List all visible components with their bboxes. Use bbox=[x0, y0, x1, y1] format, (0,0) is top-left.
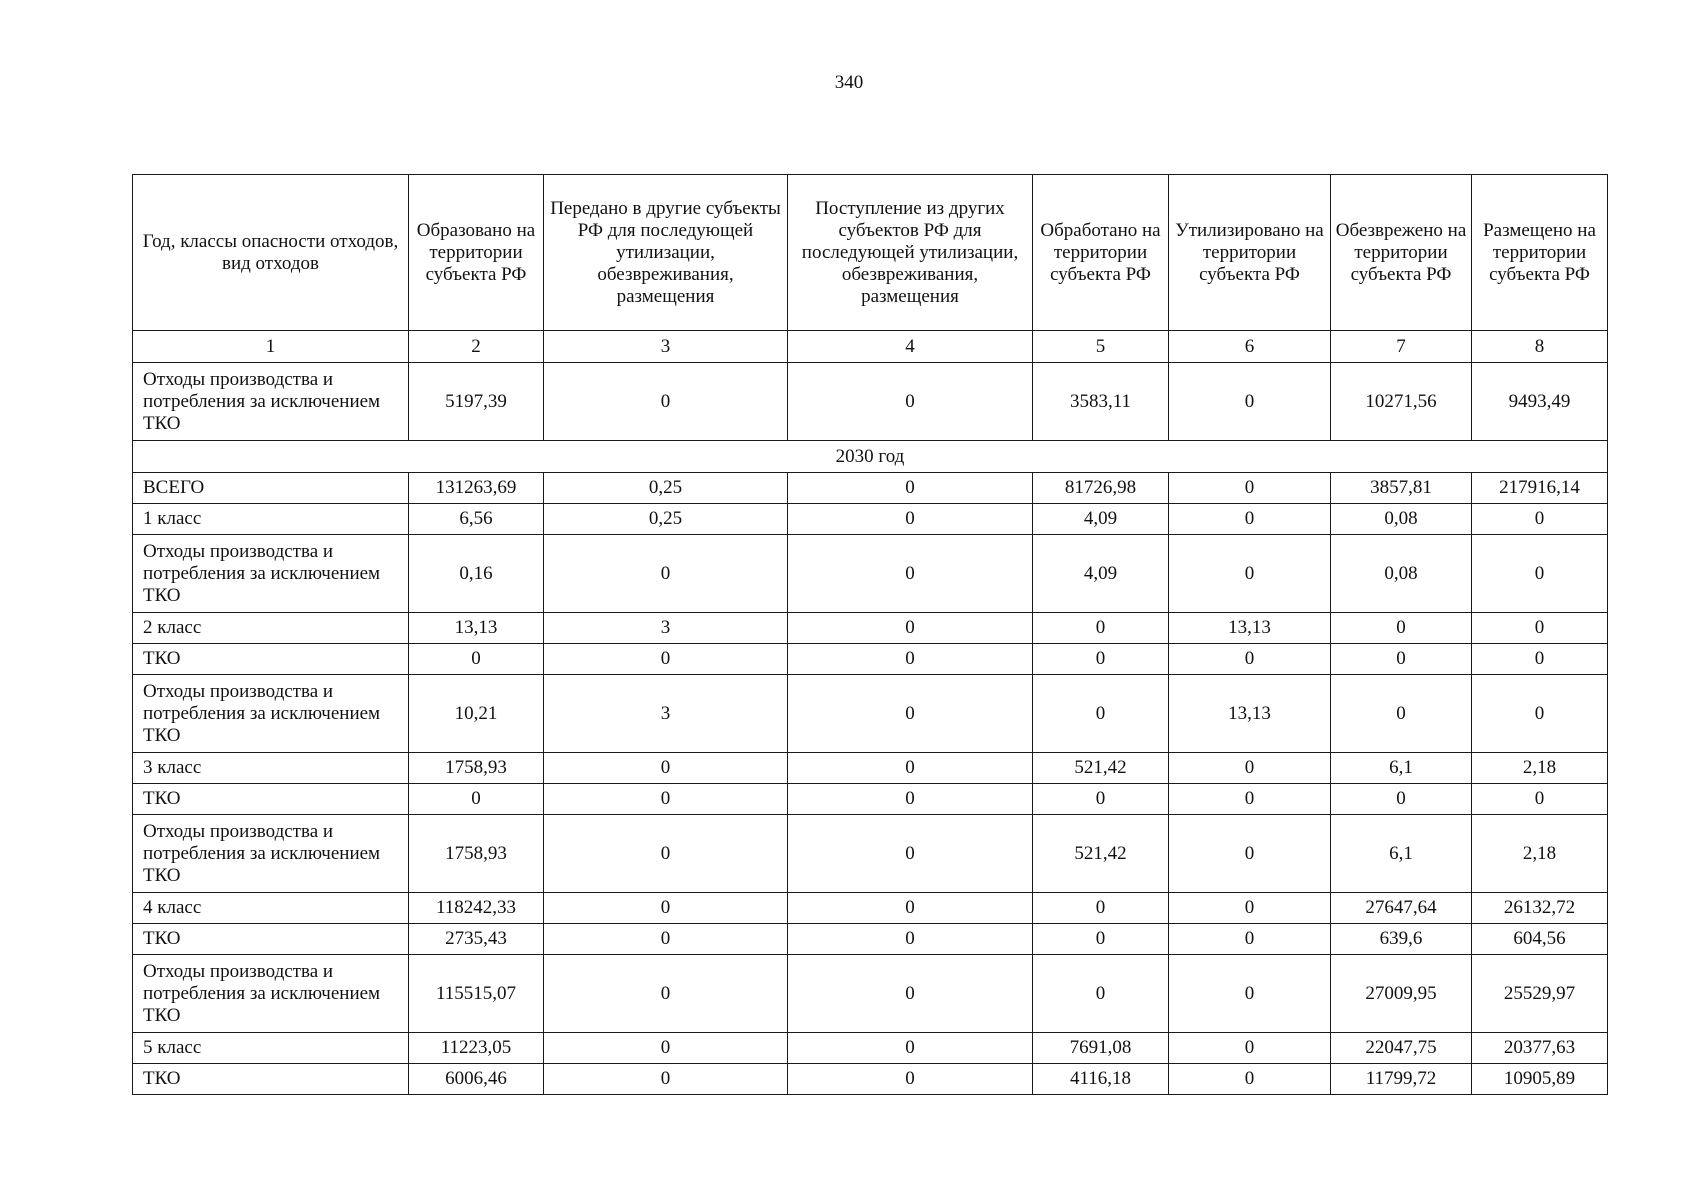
cell-value: 0 bbox=[1169, 924, 1331, 955]
table-row bbox=[133, 613, 1608, 644]
cell-value: 0 bbox=[1033, 924, 1169, 955]
column-header: Год, классы опасности отходов, вид отходов bbox=[133, 175, 409, 331]
cell-value: 0 bbox=[1169, 644, 1331, 675]
cell-value: 4,09 bbox=[1033, 535, 1169, 613]
table-row bbox=[133, 784, 1608, 815]
table-row bbox=[133, 924, 1608, 955]
column-number: 3 bbox=[544, 331, 788, 363]
cell-value: 217916,14 bbox=[1472, 473, 1608, 504]
column-header: Образовано на территории субъекта РФ bbox=[409, 175, 544, 331]
cell-value: 13,13 bbox=[1169, 613, 1331, 644]
row-label: ТКО bbox=[133, 1064, 409, 1095]
cell-value: 6006,46 bbox=[409, 1064, 544, 1095]
table-body bbox=[133, 363, 1608, 1095]
cell-value: 0 bbox=[544, 893, 788, 924]
year-row bbox=[133, 441, 1608, 473]
column-number: 8 bbox=[1472, 331, 1608, 363]
cell-value: 0 bbox=[1033, 613, 1169, 644]
row-label: ТКО bbox=[133, 644, 409, 675]
cell-value: 7691,08 bbox=[1033, 1033, 1169, 1064]
cell-value: 25529,97 bbox=[1472, 955, 1608, 1033]
cell-value: 118242,33 bbox=[409, 893, 544, 924]
row-label: 3 класс bbox=[133, 753, 409, 784]
cell-value: 0 bbox=[788, 924, 1033, 955]
cell-value: 0 bbox=[788, 675, 1033, 753]
column-header: Обработано на территории субъекта РФ bbox=[1033, 175, 1169, 331]
cell-value: 0 bbox=[788, 784, 1033, 815]
row-label: Отходы производства и потребления за исключением ТКО bbox=[133, 955, 409, 1033]
cell-value: 3857,81 bbox=[1331, 473, 1472, 504]
table-row bbox=[133, 815, 1608, 893]
cell-value: 0 bbox=[1331, 675, 1472, 753]
table-row bbox=[133, 955, 1608, 1033]
cell-value: 2,18 bbox=[1472, 815, 1608, 893]
column-number: 2 bbox=[409, 331, 544, 363]
table-row bbox=[133, 1033, 1608, 1064]
cell-value: 0 bbox=[1169, 893, 1331, 924]
column-number: 5 bbox=[1033, 331, 1169, 363]
cell-value: 0,25 bbox=[544, 504, 788, 535]
cell-value: 27647,64 bbox=[1331, 893, 1472, 924]
cell-value: 11799,72 bbox=[1331, 1064, 1472, 1095]
cell-value: 0 bbox=[1169, 1064, 1331, 1095]
page-number: 340 bbox=[834, 72, 864, 93]
cell-value: 0 bbox=[1169, 815, 1331, 893]
cell-value: 0 bbox=[544, 924, 788, 955]
cell-value: 2,18 bbox=[1472, 753, 1608, 784]
cell-value: 0 bbox=[1331, 644, 1472, 675]
cell-value: 0 bbox=[788, 893, 1033, 924]
cell-value: 4,09 bbox=[1033, 504, 1169, 535]
cell-value: 0 bbox=[788, 1064, 1033, 1095]
cell-value: 0 bbox=[788, 955, 1033, 1033]
cell-value: 10271,56 bbox=[1331, 363, 1472, 441]
cell-value: 11223,05 bbox=[409, 1033, 544, 1064]
cell-value: 0 bbox=[788, 473, 1033, 504]
cell-value: 521,42 bbox=[1033, 815, 1169, 893]
cell-value: 115515,07 bbox=[409, 955, 544, 1033]
cell-value: 0,08 bbox=[1331, 504, 1472, 535]
cell-value: 22047,75 bbox=[1331, 1033, 1472, 1064]
cell-value: 0 bbox=[409, 784, 544, 815]
cell-value: 0 bbox=[544, 784, 788, 815]
cell-value: 0 bbox=[1169, 535, 1331, 613]
cell-value: 20377,63 bbox=[1472, 1033, 1608, 1064]
cell-value: 2735,43 bbox=[409, 924, 544, 955]
cell-value: 0 bbox=[544, 535, 788, 613]
cell-value: 0 bbox=[1169, 504, 1331, 535]
cell-value: 0 bbox=[1169, 955, 1331, 1033]
column-number: 6 bbox=[1169, 331, 1331, 363]
cell-value: 0 bbox=[1169, 1033, 1331, 1064]
cell-value: 4116,18 bbox=[1033, 1064, 1169, 1095]
cell-value: 0,08 bbox=[1331, 535, 1472, 613]
table-row bbox=[133, 675, 1608, 753]
table-row bbox=[133, 753, 1608, 784]
cell-value: 6,1 bbox=[1331, 815, 1472, 893]
cell-value: 10,21 bbox=[409, 675, 544, 753]
cell-value: 81726,98 bbox=[1033, 473, 1169, 504]
cell-value: 0,25 bbox=[544, 473, 788, 504]
cell-value: 13,13 bbox=[409, 613, 544, 644]
cell-value: 0 bbox=[788, 1033, 1033, 1064]
cell-value: 0 bbox=[1331, 613, 1472, 644]
cell-value: 0 bbox=[1331, 784, 1472, 815]
table-row bbox=[133, 473, 1608, 504]
cell-value: 0 bbox=[1169, 753, 1331, 784]
table-row bbox=[133, 644, 1608, 675]
column-number: 1 bbox=[133, 331, 409, 363]
cell-value: 13,13 bbox=[1169, 675, 1331, 753]
cell-value: 0 bbox=[788, 644, 1033, 675]
cell-value: 10905,89 bbox=[1472, 1064, 1608, 1095]
cell-value: 0 bbox=[1472, 675, 1608, 753]
cell-value: 0 bbox=[1472, 784, 1608, 815]
cell-value: 0 bbox=[544, 1033, 788, 1064]
column-number: 4 bbox=[788, 331, 1033, 363]
row-label: ТКО bbox=[133, 924, 409, 955]
table-row bbox=[133, 893, 1608, 924]
cell-value: 26132,72 bbox=[1472, 893, 1608, 924]
table-row bbox=[133, 1064, 1608, 1095]
cell-value: 0 bbox=[788, 504, 1033, 535]
year-label: 2030 год bbox=[133, 441, 1608, 473]
table-row bbox=[133, 535, 1608, 613]
cell-value: 0 bbox=[1472, 535, 1608, 613]
cell-value: 0 bbox=[1472, 613, 1608, 644]
waste-table bbox=[132, 174, 1608, 1095]
row-label: 2 класс bbox=[133, 613, 409, 644]
cell-value: 0 bbox=[1033, 955, 1169, 1033]
row-label: Отходы производства и потребления за исключением ТКО bbox=[133, 675, 409, 753]
cell-value: 1758,93 bbox=[409, 815, 544, 893]
table-row bbox=[133, 504, 1608, 535]
cell-value: 0 bbox=[1033, 644, 1169, 675]
column-header: Поступление из других субъектов РФ для последующей утилизации, обезвреживания, размещения bbox=[788, 175, 1033, 331]
cell-value: 0 bbox=[544, 955, 788, 1033]
row-label: 4 класс bbox=[133, 893, 409, 924]
column-header: Передано в другие субъекты РФ для последующей утилизации, обезвреживания, размещения bbox=[544, 175, 788, 331]
cell-value: 0 bbox=[1033, 784, 1169, 815]
cell-value: 5197,39 bbox=[409, 363, 544, 441]
cell-value: 0 bbox=[1169, 363, 1331, 441]
cell-value: 0 bbox=[544, 1064, 788, 1095]
cell-value: 1758,93 bbox=[409, 753, 544, 784]
cell-value: 639,6 bbox=[1331, 924, 1472, 955]
cell-value: 131263,69 bbox=[409, 473, 544, 504]
table-row bbox=[133, 363, 1608, 441]
header-row bbox=[133, 175, 1608, 331]
cell-value: 3 bbox=[544, 675, 788, 753]
cell-value: 0 bbox=[409, 644, 544, 675]
cell-value: 6,56 bbox=[409, 504, 544, 535]
cell-value: 0 bbox=[788, 815, 1033, 893]
cell-value: 6,1 bbox=[1331, 753, 1472, 784]
column-header: Утилизировано на территории субъекта РФ bbox=[1169, 175, 1331, 331]
cell-value: 0 bbox=[544, 815, 788, 893]
column-number-row bbox=[133, 331, 1608, 363]
cell-value: 0 bbox=[544, 753, 788, 784]
row-label: Отходы производства и потребления за исключением ТКО bbox=[133, 815, 409, 893]
row-label: ТКО bbox=[133, 784, 409, 815]
cell-value: 0 bbox=[788, 535, 1033, 613]
column-header: Размещено на территории субъекта РФ bbox=[1472, 175, 1608, 331]
row-label: 5 класс bbox=[133, 1033, 409, 1064]
column-number: 7 bbox=[1331, 331, 1472, 363]
cell-value: 3583,11 bbox=[1033, 363, 1169, 441]
cell-value: 0 bbox=[1472, 644, 1608, 675]
cell-value: 0 bbox=[788, 363, 1033, 441]
row-label: 1 класс bbox=[133, 504, 409, 535]
cell-value: 3 bbox=[544, 613, 788, 644]
row-label: ВСЕГО bbox=[133, 473, 409, 504]
column-header: Обезврежено на территории субъекта РФ bbox=[1331, 175, 1472, 331]
cell-value: 0 bbox=[1033, 675, 1169, 753]
cell-value: 27009,95 bbox=[1331, 955, 1472, 1033]
cell-value: 604,56 bbox=[1472, 924, 1608, 955]
cell-value: 0 bbox=[1033, 893, 1169, 924]
cell-value: 0 bbox=[1169, 784, 1331, 815]
cell-value: 0 bbox=[544, 363, 788, 441]
cell-value: 0 bbox=[788, 753, 1033, 784]
cell-value: 521,42 bbox=[1033, 753, 1169, 784]
row-label: Отходы производства и потребления за исключением ТКО bbox=[133, 363, 409, 441]
cell-value: 0 bbox=[788, 613, 1033, 644]
cell-value: 0 bbox=[1472, 504, 1608, 535]
cell-value: 0,16 bbox=[409, 535, 544, 613]
cell-value: 0 bbox=[544, 644, 788, 675]
row-label: Отходы производства и потребления за исключением ТКО bbox=[133, 535, 409, 613]
cell-value: 9493,49 bbox=[1472, 363, 1608, 441]
cell-value: 0 bbox=[1169, 473, 1331, 504]
